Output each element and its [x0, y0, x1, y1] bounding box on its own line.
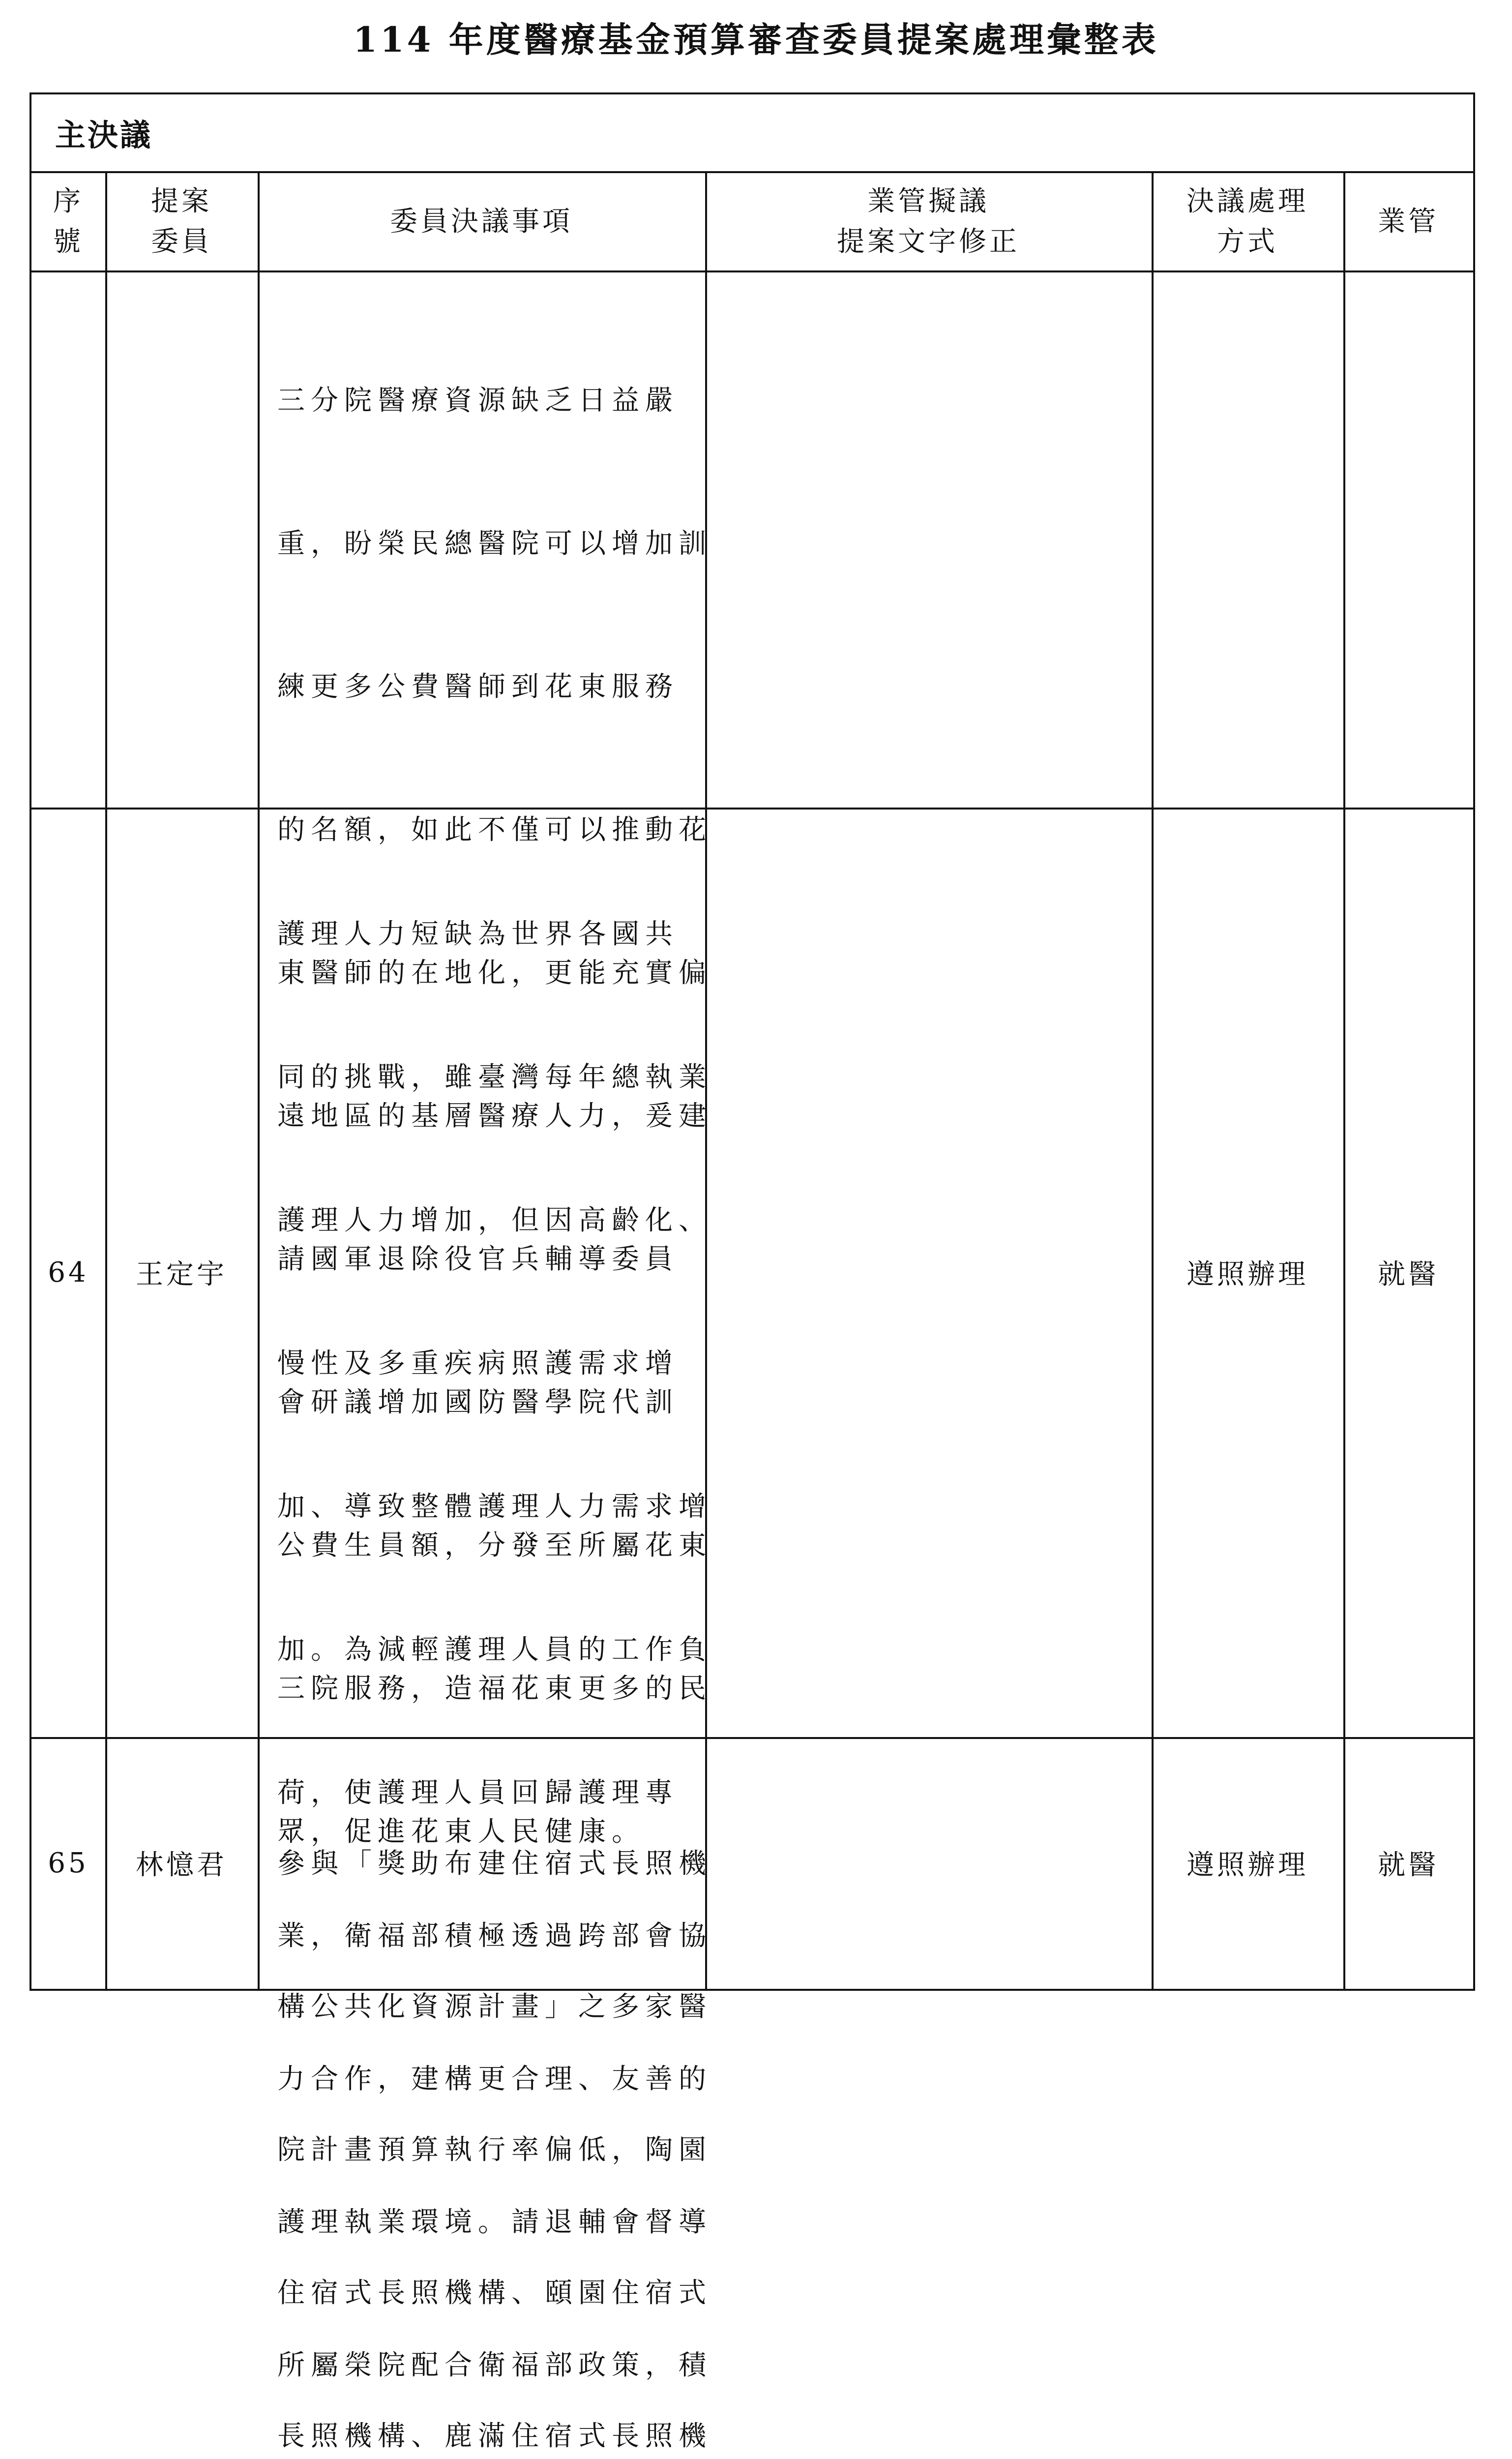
row-proposer: 王定宇 [136, 1259, 227, 1290]
resolution-text: 三分院醫療資源缺乏日益嚴 重，盼榮民總醫院可以增加訓 練更多公費醫師到花東服務 的名額，如此不僅可以推動花 東醫師的在地化，更能充實偏 遠地區的基層醫療人力，爰建 請國軍退除役官兵輔導委員 會研議增加國防醫學院代訓 公費生員額，分發至所屬花東 三院服務，造福花東更多的民 眾，促進花東人民健康。 [277, 385, 712, 1848]
header-divider [31, 270, 1473, 272]
row-handling: 遵照辦理 [1186, 1849, 1308, 1881]
header-proposer: 提案 委員 [151, 185, 212, 258]
section-header-row [31, 94, 1473, 173]
column-divider [258, 173, 260, 1989]
resolution-text: 參與「獎助布建住宿式長照機 構公共化資源計畫」之多家醫 院計畫預算執行率偏低，陶園 住宿式長照機構、頤園住宿式 長照機構、鹿滿住宿式長照機 [277, 1848, 712, 2452]
header-handling: 決議處理 方式 [1186, 185, 1308, 258]
row-seq: 65 [48, 1847, 89, 1879]
header-resolution: 委員決議事項 [390, 206, 573, 238]
row-agency: 就醫 [1378, 1259, 1439, 1290]
resolution-table [30, 92, 1475, 2452]
header-seq: 序 號 [53, 185, 84, 258]
row-seq: 64 [48, 1256, 89, 1289]
resolution-text: 護理人力短缺為世界各國共 同的挑戰，雖臺灣每年總執業 護理人力增加，但因高齡化、 慢性及多重疾病照護需求增 加、導致整體護理人力需求增 加。為減輕護理人員的工作負 荷，使護理人員回歸護理專 業，衛福部積極透過跨部會協 力合作，建構更合理、友善的 護理執業環境。請退輔會督導 所屬榮院配合衛福部政策，積 [277, 918, 712, 2381]
document-title: 114 年度醫療基金預算審查委員提案處理彙整表 [353, 19, 1159, 60]
header-amendment: 業管擬議 提案文字修正 [837, 185, 1020, 258]
row-agency: 就醫 [1378, 1849, 1439, 1881]
row-proposer: 林憶君 [136, 1849, 227, 1881]
row-handling: 遵照辦理 [1186, 1259, 1308, 1290]
section-title: 主決議 [55, 117, 153, 153]
header-agency: 業管 [1378, 206, 1439, 238]
